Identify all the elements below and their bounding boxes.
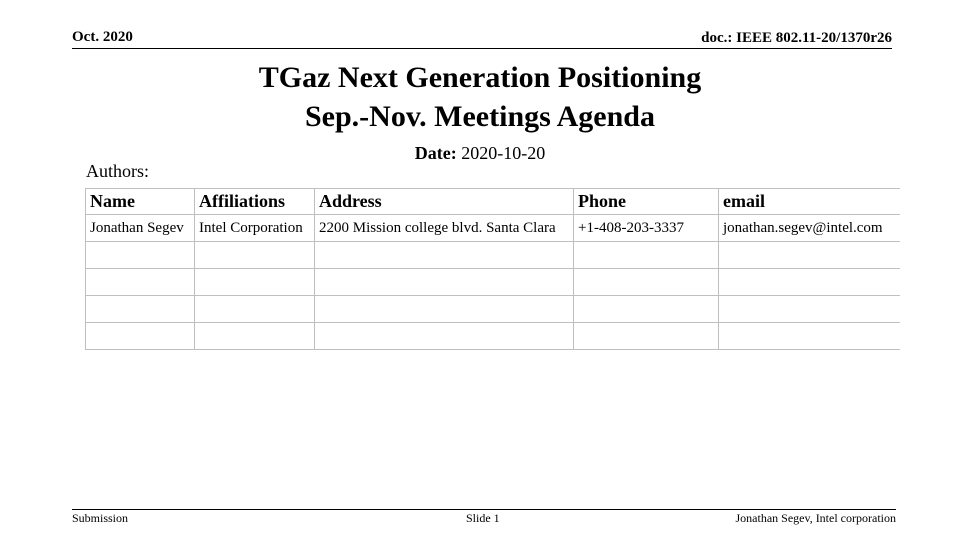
table-row — [86, 242, 901, 269]
cell-name — [86, 242, 195, 269]
footer-author: Jonathan Segev, Intel corporation — [735, 511, 896, 525]
table-row — [86, 215, 901, 242]
cell-affiliation — [195, 323, 315, 350]
table-row — [86, 296, 901, 323]
slide-title-line-2: Sep.-Nov. Meetings Agenda — [304, 100, 655, 133]
authors-table — [85, 188, 900, 350]
cell-affiliation — [195, 296, 315, 323]
date-value: 2020-10-20 — [461, 143, 546, 163]
column-header-name: Name — [86, 189, 195, 215]
cell-email — [719, 296, 901, 323]
cell-email — [719, 242, 901, 269]
cell-email — [719, 269, 901, 296]
cell-phone — [574, 323, 719, 350]
slide-title — [0, 58, 960, 136]
slide-title-line-1: TGaz Next Generation Positioning — [258, 61, 702, 94]
footer-submission: Submission — [72, 511, 129, 525]
column-header-address: Address — [315, 189, 574, 215]
cell-phone — [574, 296, 719, 323]
cell-address — [315, 269, 574, 296]
footer-divider — [72, 509, 896, 510]
authors-label: Authors: — [86, 161, 149, 181]
header-divider — [72, 48, 892, 49]
cell-email — [719, 323, 901, 350]
cell-name — [86, 269, 195, 296]
cell-affiliation: Intel Corporation — [195, 215, 315, 242]
footer-slide-number: Slide 1 — [466, 511, 500, 525]
authors-table-container — [85, 188, 900, 350]
header-doc-id: doc.: IEEE 802.11-20/1370r26 — [701, 30, 892, 46]
cell-affiliation — [195, 242, 315, 269]
column-header-affiliations: Affiliations — [195, 189, 315, 215]
header-date: Oct. 2020 — [72, 29, 133, 45]
cell-address — [315, 323, 574, 350]
cell-address: 2200 Mission college blvd. Santa Clara — [315, 215, 574, 242]
date-label: Date: — [414, 143, 457, 163]
cell-affiliation — [195, 269, 315, 296]
cell-name — [86, 296, 195, 323]
cell-phone — [574, 242, 719, 269]
cell-name: Jonathan Segev — [86, 215, 195, 242]
cell-address — [315, 242, 574, 269]
cell-address — [315, 296, 574, 323]
table-row — [86, 269, 901, 296]
table-row — [86, 323, 901, 350]
table-header-row — [86, 189, 901, 215]
cell-phone — [574, 269, 719, 296]
cell-email: jonathan.segev@intel.com — [719, 215, 901, 242]
column-header-phone: Phone — [574, 189, 719, 215]
cell-phone: +1-408-203-3337 — [574, 215, 719, 242]
column-header-email: email — [719, 189, 901, 215]
cell-name — [86, 323, 195, 350]
